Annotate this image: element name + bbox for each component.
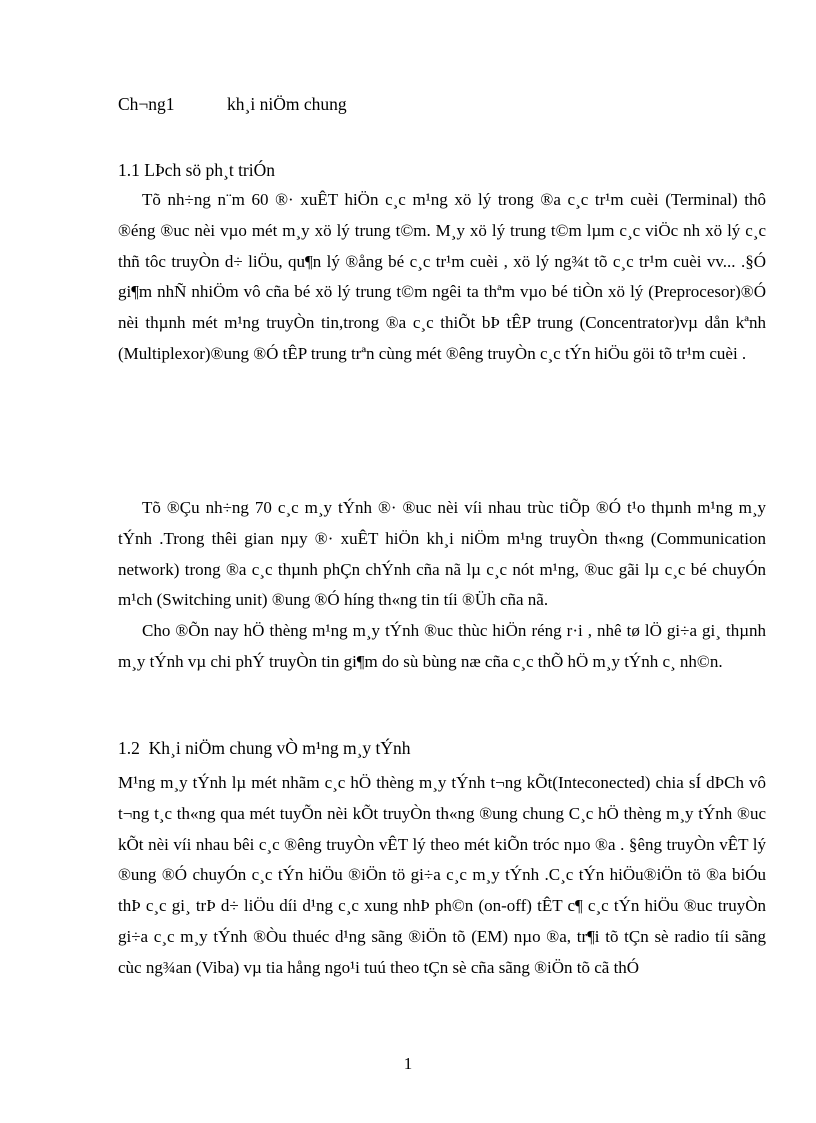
- paragraph: Cho ®Õn nay hÖ thèng m¹ng m¸y tÝnh ®uc thùc hiÖn réng r·i , nhê tø lÖ gi÷a gi¸ thµnh m¸y tÝnh vµ chi phÝ truyÒn tin gi¶m do sù bùng næ cña c¸c thÕ hÖ m¸y tÝnh c¸ nh©n.: [118, 621, 766, 671]
- paragraph: M¹ng m¸y tÝnh lµ mét nhãm c¸c hÖ thèng m¸y tÝnh t¬ng kÕt(Inteconected) chia sÍ dÞCh vô t¬ng t¸c th«ng qua mét tuyÕn nèi kÕt truyÒn th«ng ®ung chung C¸c hÖ thèng m¸y tÝnh ®uc kÕt nèi víi nhau bêi c¸c ®êng truyÒn vÊT lý theo mét kiÕn tróc nµo ®a . §êng truyÒn vÊT lý ®ung ®Ó chuyÓn c¸c tÝn hiÖu ®iÖn tö gi÷a c¸c m¸y tÝnh .C¸c tÝn hiÖu®iÖn tö ®a biÓu thÞ c¸c gi¸ trÞ d÷ liÖu díi d¹ng c¸c xung nhÞ ph©n (on-off) tÊT c¶ c¸c tÝn hiÖu ®uc truyÒn gi÷a c¸c m¸y tÝnh ®Òu thuéc d¹ng sãng ®iÖn tõ (EM) nµo ®a, tr¶i tõ tÇn sè radio tíi sãng cùc ng¾an (Viba) vµ tia hång ngo¹i tuú theo tÇn sè cña sãng ®iÖn tõ cã thÓ: [118, 773, 766, 977]
- chapter-title: kh¸i niÖm chung: [227, 94, 347, 114]
- section-heading-1-2: 1.2 Kh¸i niÖm chung vÒ m¹ng m¸y tÝnh: [118, 738, 411, 758]
- chapter-heading: [118, 94, 347, 115]
- paragraph: Tõ ®Çu nh÷ng 70 c¸c m¸y tÝnh ®· ®uc nèi víi nhau trùc tiÕp ®Ó t¹o thµnh m¹ng m¸y tÝnh .Trong thêi gian nµy ®· xuÊT hiÖn kh¸i niÖm m¹ng truyÒn th«ng (Communication network) trong ®a c¸c thµnh phÇn chÝnh cña nã lµ c¸c nót m¹ng, ®uc gãi lµ c¸c bé chuyÓn m¹ch (Switching unit) ®ung ®Ó híng th«ng tin tíi ®Üh cña nã.: [118, 498, 766, 610]
- paragraph: Tõ nh÷ng n¨m 60 ®· xuÊT hiÖn c¸c m¹ng xö lý trong ®a c¸c tr¹m cuèi (Terminal) thô ®éng ®uc nèi vµo mét m¸y xö lý trung t©m. M¸y xö lý trung t©m lµm c¸c viÖc nh xö lý c¸c thñ tôc truyÒn d÷ liÖu, qu¶n lý ®ång bé c¸c tr¹m cuèi , xö lý ng¾t tõ c¸c tr¹m cuèi vv... .§Ó gi¶m nhÑ nhiÖm vô cña bé xö lý trung t©m ngêi ta thªm vµo bé tiÒn xö lý (Preprocesor)®Ó nèi thµnh mét m¹ng truyÒn tin,trong ®a c¸c thiÕt bÞ tÊP trung (Concentrator)vµ dån kªnh (Multiplexor)®ung ®Ó tÊP trung trªn cùng mét ®êng truyÒn c¸c tÝn hiÖu göi tõ tr¹m cuèi .: [118, 190, 766, 363]
- section-heading-1-1: 1.1 LÞch sö ph¸t triÓn: [118, 160, 276, 180]
- page-number: 1: [403, 1054, 413, 1073]
- chapter-label: Ch¬ng1: [118, 94, 175, 114]
